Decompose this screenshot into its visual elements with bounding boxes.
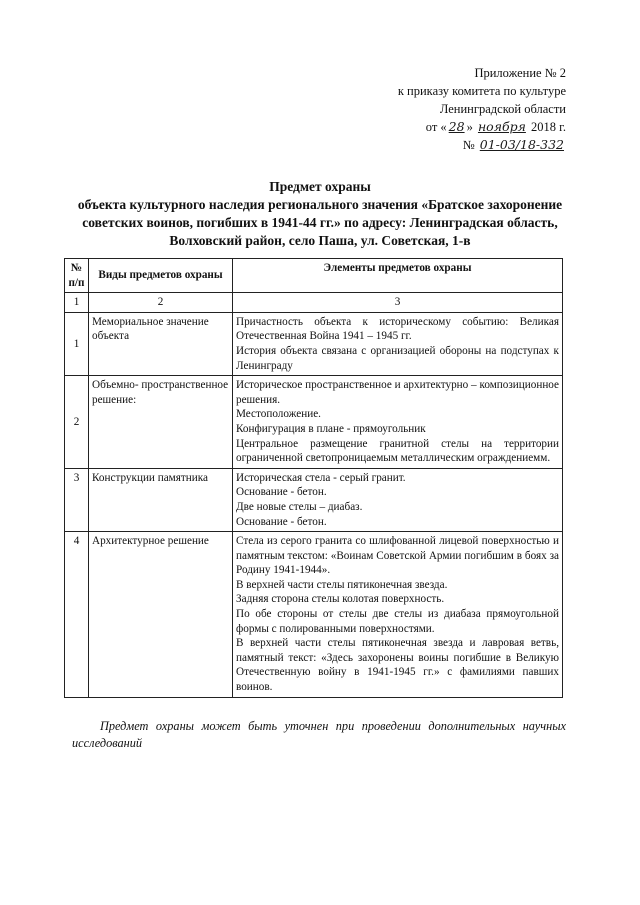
date-day-handwritten: 28 xyxy=(448,119,465,134)
date-mid: » xyxy=(466,120,473,134)
element-line: В верхней части стелы пятиконечная звезда. xyxy=(236,578,448,591)
table-header-row xyxy=(65,259,563,293)
row-kind: Объемно- пространственное решение: xyxy=(89,376,233,469)
row-kind: Мемориальное значение объекта xyxy=(89,312,233,375)
number-handwritten: 01-03/18-332 xyxy=(479,137,564,152)
title-line-1: Предмет охраны xyxy=(269,179,371,194)
row-num: 4 xyxy=(65,532,89,698)
element-line: Историческая стела - серый гранит. xyxy=(236,471,406,484)
table-row xyxy=(65,376,563,469)
document-title xyxy=(40,178,600,250)
element-line: История объекта связана с организацией обороны на подступах к Ленинграду xyxy=(236,344,559,372)
row-num: 1 xyxy=(65,312,89,375)
date-month-handwritten: ноября xyxy=(477,119,526,134)
title-line-3: советских воинов, погибших в 1941-44 гг.» по адресу: Ленинградская область, xyxy=(82,215,558,230)
colnum-1: 1 xyxy=(65,293,89,313)
appendix-date xyxy=(398,118,566,136)
appendix-region: Ленинградской области xyxy=(439,102,566,116)
footer-note: Предмет охраны может быть уточнен при проведении дополнительных научных исследований xyxy=(72,719,566,750)
colnum-2: 2 xyxy=(89,293,233,313)
date-year: 2018 г. xyxy=(531,120,566,134)
table-row xyxy=(65,532,563,698)
element-line: В верхней части стелы пятиконечная звезда и лавровая ветвь, памятный текст: «Здесь захоронены воины погибшие в Великую Отечественную войну в 1941-1945 гг.» с фамилиями павших воинов. xyxy=(236,637,559,694)
table-row xyxy=(65,312,563,375)
row-elements xyxy=(233,312,563,375)
element-line: Основание - бетон. xyxy=(236,515,327,528)
element-line: Стела из серого гранита со шлифованной лицевой поверхностью и памятным текстом: «Воинам Советской Армии погибшим в боях за Родину 1941-1944». xyxy=(236,535,559,577)
element-line: Две новые стелы – диабаз. xyxy=(236,500,363,513)
element-line: По обе стороны от стелы две стелы из диабаза прямоугольной формы с полированными поверхностями. xyxy=(236,608,559,635)
row-elements xyxy=(233,468,563,531)
appendix-number xyxy=(398,136,566,154)
header-num: № п/п xyxy=(65,259,89,293)
element-line: Задняя сторона стелы колотая поверхность. xyxy=(236,593,445,606)
row-num: 2 xyxy=(65,376,89,469)
colnum-3: 3 xyxy=(233,293,563,313)
element-line: Конфигурация в плане - прямоугольник xyxy=(236,422,426,435)
row-elements xyxy=(233,532,563,698)
row-kind: Конструкции памятника xyxy=(89,468,233,531)
row-kind: Архитектурное решение xyxy=(89,532,233,698)
date-prefix: от « xyxy=(425,120,447,134)
element-line: Основание - бетон. xyxy=(236,486,327,499)
appendix-title: Приложение № 2 xyxy=(474,66,566,80)
appendix-order-ref: к приказу комитета по культуре xyxy=(397,84,566,98)
protection-table xyxy=(64,258,563,698)
element-line: Историческое пространственное и архитектурно – композиционное решения. xyxy=(236,379,559,406)
table-colnum-row xyxy=(65,293,563,313)
appendix-header xyxy=(398,64,566,154)
element-line: Причастность объекта к историческому событию: Великая Отечественная Война 1941 – 1945 гг. xyxy=(236,315,559,343)
header-elements: Элементы предметов охраны xyxy=(233,259,563,293)
row-num: 3 xyxy=(65,468,89,531)
title-line-4: Волховский район, село Паша, ул. Советская, 1-в xyxy=(169,233,471,248)
row-elements xyxy=(233,376,563,469)
element-line: Местоположение. xyxy=(236,408,321,421)
number-prefix: № xyxy=(462,138,475,152)
header-kind: Виды предметов охраны xyxy=(89,259,233,293)
element-line: Центральное размещение гранитной стелы на территории ограниченной светопроницаемым металлическим ограждениемм. xyxy=(236,437,559,465)
table-row xyxy=(65,468,563,531)
title-line-2: объекта культурного наследия регионального значения «Братское захоронение xyxy=(77,197,563,212)
